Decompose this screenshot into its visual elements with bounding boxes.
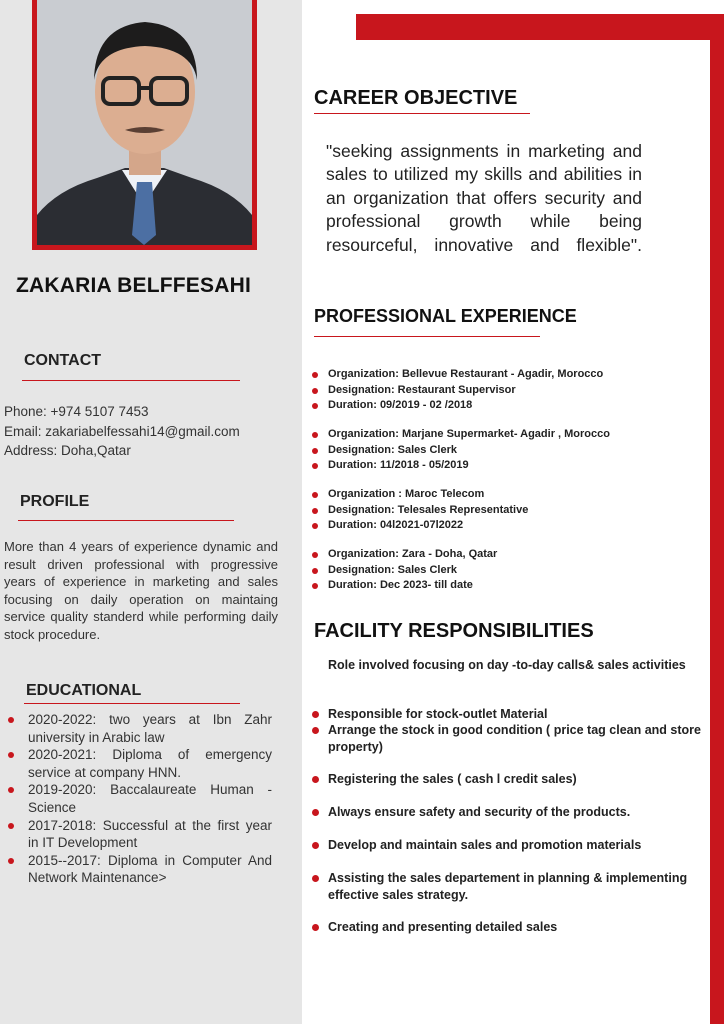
bullet-icon (312, 776, 319, 783)
bullet-icon (312, 403, 318, 409)
bullet-icon (312, 463, 318, 469)
list-item: Assisting the sales departement in planning & implementing effective sales strategy. (312, 870, 704, 903)
profile-photo (37, 0, 252, 245)
list-item: 2020-2022: two years at Ibn Zahr university in Arabic law (4, 711, 272, 746)
contact-underline (22, 380, 240, 381)
experience-entry (312, 487, 692, 534)
contact-heading: CONTACT (24, 352, 102, 369)
bullet-icon (312, 552, 318, 558)
list-item: 2017-2018: Successful at the first year in IT Development (4, 817, 272, 852)
experience-org: Organization: Marjane Supermarket- Agadir , Morocco (312, 427, 692, 443)
experience-designation: Designation: Restaurant Supervisor (312, 383, 692, 399)
red-right-bar (710, 14, 724, 1024)
experience-designation: Designation: Sales Clerk (312, 443, 692, 459)
education-heading: EDUCATIONAL (26, 682, 142, 699)
objective-heading: CAREER OBJECTIVE (314, 87, 518, 109)
bullet-icon (312, 842, 319, 849)
bullet-icon (8, 823, 14, 829)
bullet-icon (312, 492, 318, 498)
list-item: Develop and maintain sales and promotion materials (312, 837, 704, 854)
experience-org: Organization: Zara - Doha, Qatar (312, 547, 692, 563)
list-item: 2020-2021: Diploma of emergency service at company HNN. (4, 746, 272, 781)
bullet-icon (312, 568, 318, 574)
bullet-icon (312, 388, 318, 394)
education-underline (24, 703, 240, 704)
contact-phone: Phone: +974 5107 7453 (4, 404, 149, 419)
list-item: Creating and presenting detailed sales (312, 919, 704, 936)
objective-underline (314, 113, 530, 114)
bullet-icon (312, 448, 318, 454)
bullet-icon (312, 583, 318, 589)
experience-duration: Duration: Dec 2023- till date (312, 578, 692, 594)
experience-heading: PROFESSIONAL EXPERIENCE (314, 306, 577, 326)
responsibilities-intro: Role involved focusing on day -to-day calls& sales activities (328, 658, 686, 672)
experience-org: Organization : Maroc Telecom (312, 487, 692, 503)
bullet-icon (312, 924, 319, 931)
bullet-icon (8, 858, 14, 864)
list-item: Responsible for stock-outlet Material (312, 706, 704, 723)
bullet-icon (312, 809, 319, 816)
bullet-icon (8, 717, 14, 723)
bullet-icon (8, 752, 14, 758)
bullet-icon (312, 727, 319, 734)
profile-text: More than 4 years of experience dynamic and result driven professional with progressive years of experience in marketing and sales focusing on daily operation on maintaing service quality standerd while performing daily stock procedure. (4, 539, 278, 642)
list-item: Always ensure safety and security of the products. (312, 804, 704, 821)
bullet-icon (312, 523, 318, 529)
experience-designation: Designation: Sales Clerk (312, 563, 692, 579)
bullet-icon (312, 372, 318, 378)
contact-email: Email: zakariabelfessahi14@gmail.com (4, 424, 240, 439)
bullet-icon (312, 711, 319, 718)
experience-entry (312, 427, 692, 474)
responsibilities-heading: FACILITY RESPONSIBILITIES (314, 620, 594, 642)
profile-heading: PROFILE (20, 493, 90, 510)
experience-entry (312, 367, 692, 414)
bullet-icon (8, 787, 14, 793)
experience-designation: Designation: Telesales Representative (312, 503, 692, 519)
experience-org: Organization: Bellevue Restaurant - Agadir, Morocco (312, 367, 692, 383)
candidate-name: ZAKARIA BELFFESAHI (16, 274, 251, 297)
experience-duration: Duration: 11/2018 - 05/2019 (312, 458, 692, 474)
experience-underline (314, 336, 540, 337)
list-item: 2015--2017: Diploma in Computer And Network Maintenance> (4, 852, 272, 887)
experience-duration: Duration: 09/2019 - 02 /2018 (312, 398, 692, 414)
person-portrait-icon (37, 0, 252, 245)
experience-duration: Duration: 04l2021-07l2022 (312, 518, 692, 534)
bullet-icon (312, 432, 318, 438)
list-item: 2019-2020: Baccalaureate Human -Science (4, 781, 272, 816)
bullet-icon (312, 508, 318, 514)
profile-underline (18, 520, 234, 521)
contact-address: Address: Doha,Qatar (4, 443, 131, 458)
list-item: Registering the sales ( cash l credit sales) (312, 771, 704, 788)
experience-entry (312, 547, 692, 594)
bullet-icon (312, 875, 319, 882)
objective-text: "seeking assignments in marketing and sales to utilized my skills and abilities in an organization that offers security and professional growth while being resourceful, innovative and flexible". (326, 141, 642, 255)
list-item: Arrange the stock in good condition ( price tag clean and store property) (312, 722, 704, 755)
education-list (4, 711, 272, 887)
